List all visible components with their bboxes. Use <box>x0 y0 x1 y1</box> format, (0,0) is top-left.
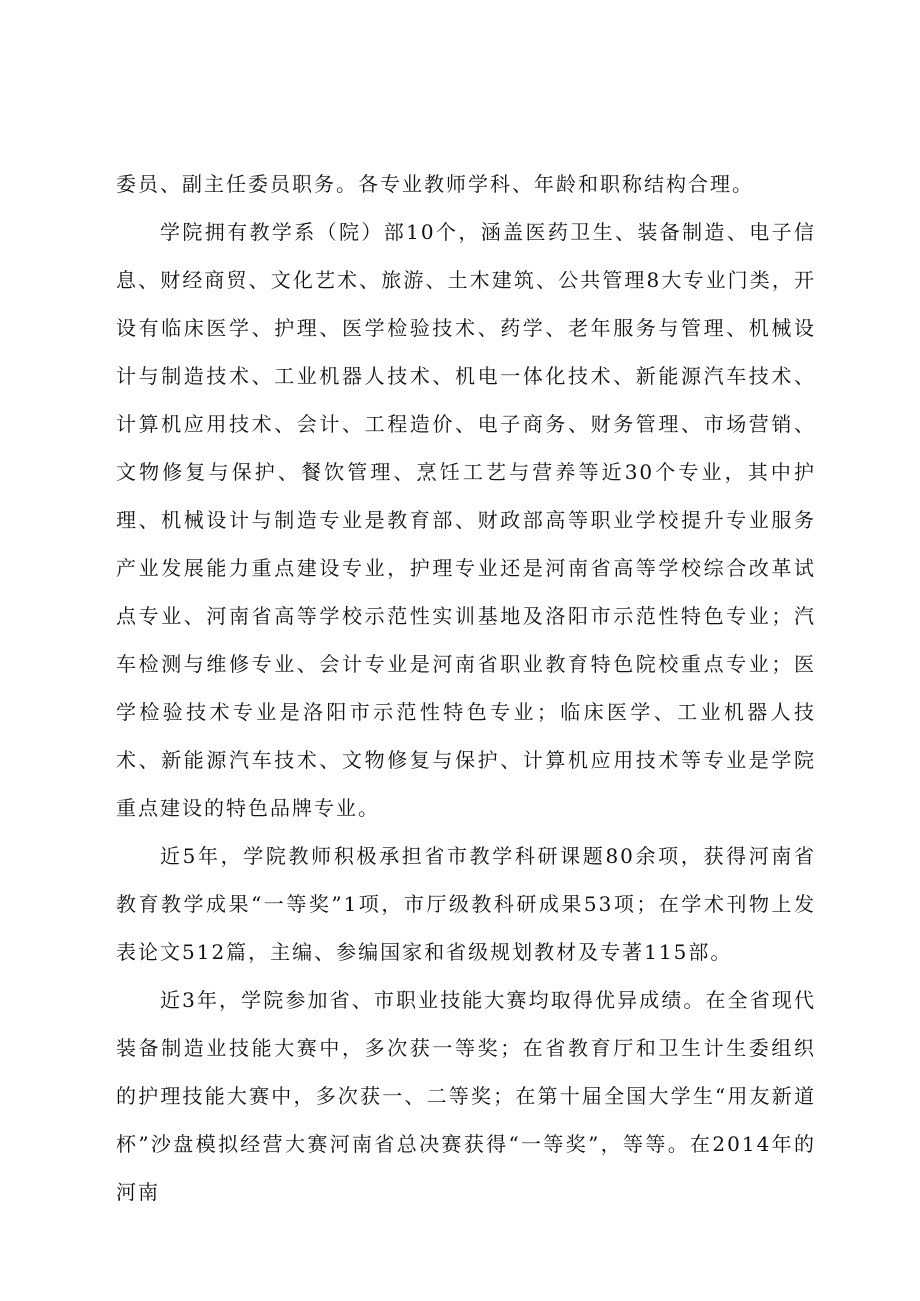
paragraph-departments: 学院拥有教学系（院）部10个，涵盖医药卫生、装备制造、电子信息、财经商贸、文化艺术、旅游、土木建筑、公共管理8大专业门类，开设有临床医学、护理、医学检验技术、药学、老年服务与管理、机械设计与制造技术、工业机器人技术、机电一体化技术、新能源汽车技术、计算机应用技术、会计、工程造价、电子商务、财务管理、市场营销、文物修复与保护、餐饮管理、烹饪工艺与营养等近30个专业，其中护理、机械设计与制造专业是教育部、财政部高等职业学校提升专业服务产业发展能力重点建设专业，护理专业还是河南省高等学校综合改革试点专业、河南省高等学校示范性实训基地及洛阳市示范性特色专业；汽车检测与维修专业、会计专业是河南省职业教育特色院校重点专业；医学检验技术专业是洛阳市示范性特色专业；临床医学、工业机器人技术、新能源汽车技术、文物修复与保护、计算机应用技术等专业是学院重点建设的特色品牌专业。 <box>116 220 816 820</box>
paragraph-competitions: 近3年，学院参加省、市职业技能大赛均取得优异成绩。在全省现代装备制造业技能大赛中，多次获一等奖；在省教育厅和卫生计生委组织的护理技能大赛中，多次获一、二等奖；在第十届全国大学生“用友新道杯”沙盘模拟经营大赛河南省总决赛获得“一等奖”，等等。在2014年的河南 <box>116 988 816 1204</box>
paragraph-continuation: 委员、副主任委员职务。各专业教师学科、年龄和职称结构合理。 <box>116 172 754 196</box>
paragraph-research: 近5年，学院教师积极承担省市教学科研课题80余项，获得河南省教育教学成果“一等奖”1项，市厅级教科研成果53项；在学术刊物上发表论文512篇，主编、参编国家和省级规划教材及专著115部。 <box>116 844 816 964</box>
document-body <box>116 160 816 1216</box>
